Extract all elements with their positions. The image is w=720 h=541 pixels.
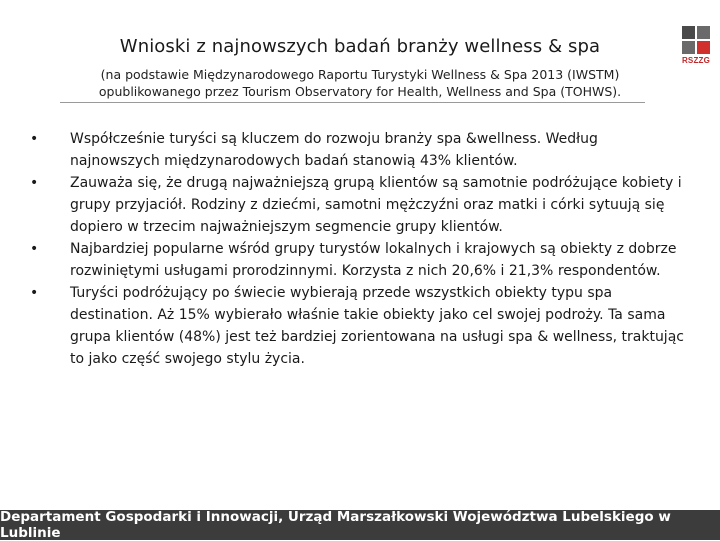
bullet-text: Współcześnie turyści są kluczem do rozwoju branży spa &wellness. Według najnowszych międzynarodowych badań stanowią 43% klientów. [70,131,598,169]
list-item [30,128,690,172]
logo-square-icon [682,41,695,54]
logo-text: RSZZG [681,56,711,65]
list-item [30,238,690,282]
logo-square-icon [697,41,710,54]
bullet-icon: • [30,285,39,301]
title-divider [60,102,645,103]
footer-text: Departament Gospodarki i Innowacji, Urząd Marszałkowski Województwa Lubelskiego w Lublinie [0,509,671,541]
bullet-icon: • [30,241,39,257]
slide-title: Wnioski z najnowszych badań branży wellness & spa [119,36,601,57]
slide-subtitle: (na podstawie Międzynarodowego Raportu Turystyki Wellness & Spa 2013 (IWSTM) opublikowanego przez Tourism Observatory for Health, Wellness and Spa (TOHWS). [98,67,622,99]
bullet-text: Turyści podróżujący po świecie wybierają przede wszystkich obiekty typu spa destination. Aż 15% wybierało właśnie takie obiekty jako cel swojej podroży. Ta sama grupa klientów (48%) jest też bardziej zorientowana na usługi spa & wellness, traktując to jako część swojego stylu życia. [70,285,684,367]
list-item [30,172,690,238]
organization-logo [680,24,712,68]
logo-square-icon [682,26,695,39]
bullet-text: Zauważa się, że drugą najważniejszą grupą klientów są samotnie podróżujące kobiety i grupy przyjaciół. Rodziny z dziećmi, samotni mężczyźni oraz matki i córki sytuują się dopiero w trzecim najważniejszym segmencie grupy klientów. [70,175,682,235]
footer-bar [0,510,720,540]
bullet-icon: • [30,175,39,191]
bullet-list [30,128,690,370]
bullet-icon: • [30,131,39,147]
bullet-text: Najbardziej popularne wśród grupy turystów lokalnych i krajowych są obiekty z dobrze rozwiniętymi usługami prorodzinnymi. Korzysta z nich 20,6% i 21,3% respondentów. [70,241,677,279]
logo-square-icon [697,26,710,39]
list-item [30,282,690,370]
